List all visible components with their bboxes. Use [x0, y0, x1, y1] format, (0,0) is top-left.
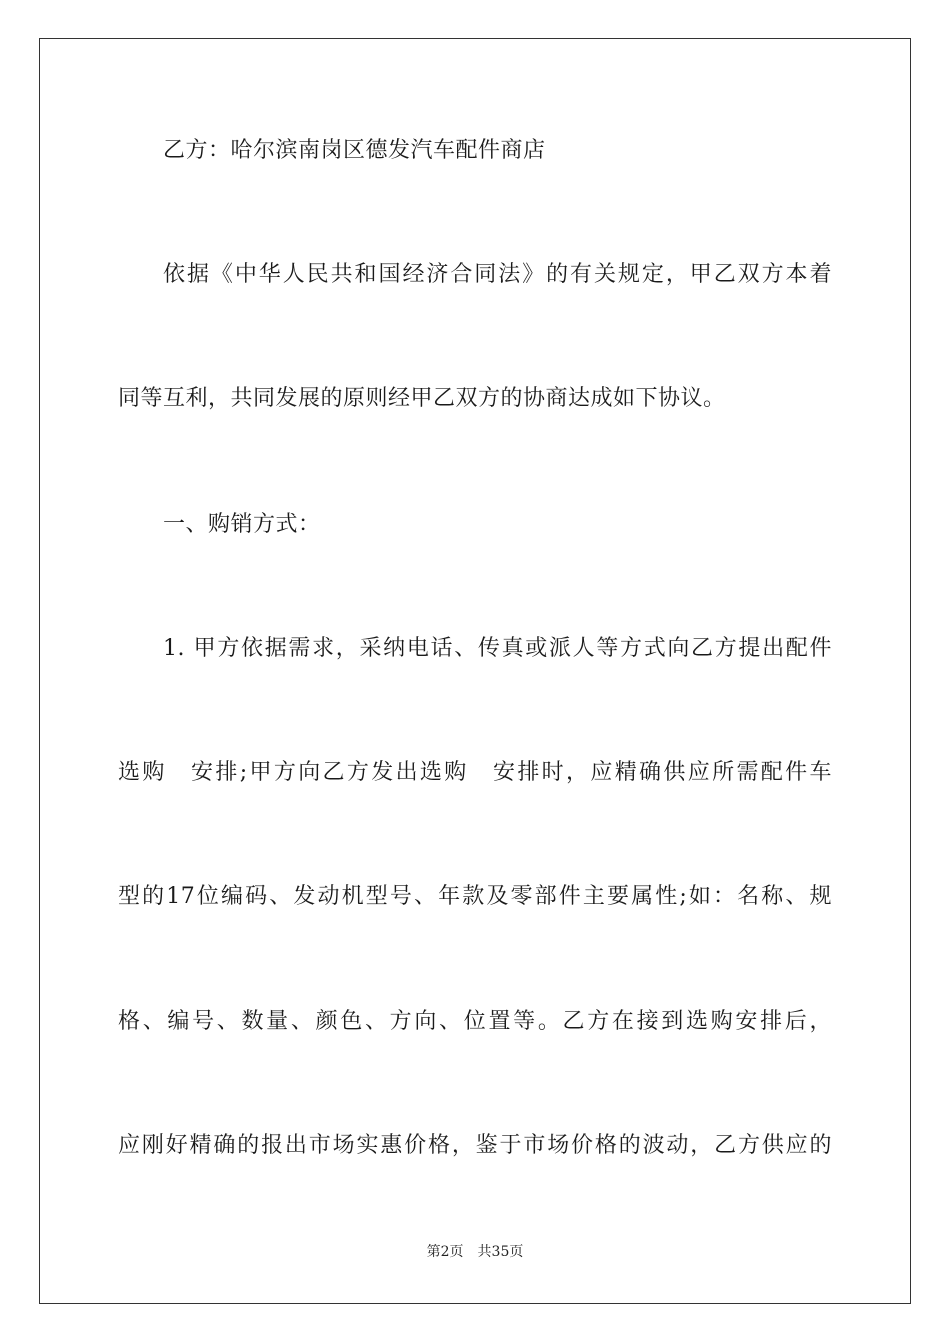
paragraph-line: 应刚好精确的报出市场实惠价格，鉴于市场价格的波动，乙方供应的: [118, 1133, 832, 1158]
page-border: [39, 38, 911, 1304]
paragraph-line: 1. 甲方依据需求，采纳电话、传真或派人等方式向乙方提出配件: [163, 636, 832, 661]
paragraph-line: 型的17位编码、发动机型号、年款及零部件主要属性;如：名称、规: [118, 884, 832, 909]
paragraph-line: 选购 安排;甲方向乙方发出选购 安排时，应精确供应所需配件车: [118, 760, 832, 785]
paragraph-line: 格、编号、数量、颜色、方向、位置等。乙方在接到选购安排后，: [118, 1009, 832, 1034]
paragraph-line: 同等互利，共同发展的原则经甲乙双方的协商达成如下协议。: [118, 386, 726, 411]
paragraph-line: 依据《中华人民共和国经济合同法》的有关规定，甲乙双方本着: [163, 262, 832, 287]
page-number: 第2页: [426, 1244, 464, 1260]
page-footer: [0, 1242, 950, 1262]
party-b-line: 乙方：哈尔滨南岗区德发汽车配件商店: [163, 138, 546, 163]
section-heading: 一、购销方式：: [163, 512, 321, 537]
page-total: 共35页: [477, 1244, 524, 1260]
